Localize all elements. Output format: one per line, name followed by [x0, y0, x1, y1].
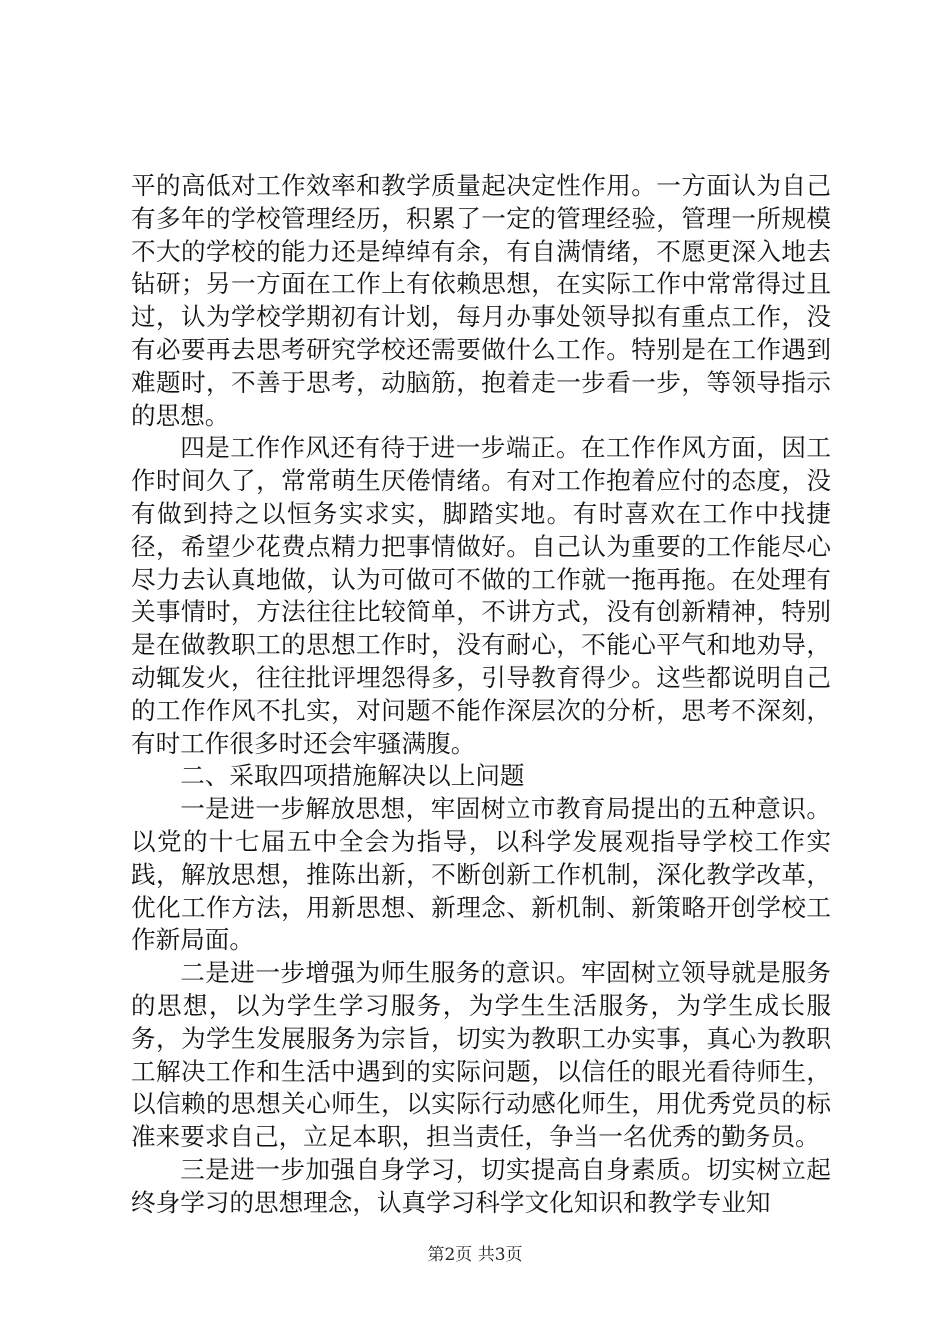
paragraph-3: 一是进一步解放思想，牢固树立市教育局提出的五种意识。以党的十七届五中全会为指导，以科学发展观指导学校工作实践，解放思想，推陈出新，不断创新工作机制，深化教学改革，优化工作方法，用新思想、新理念、新机制、新策略开创学校工作新局面。: [131, 794, 831, 955]
page-footer: 第2页 共3页: [427, 1245, 523, 1265]
section-heading: 二、采取四项措施解决以上问题: [180, 761, 525, 791]
document-body: [131, 170, 831, 1220]
paragraph-5: 三是进一步加强自身学习，切实提高自身素质。切实树立起终身学习的思想理念，认真学习科学文化知识和教学专业知: [131, 1154, 831, 1217]
paragraph-1: 平的高低对工作效率和教学质量起决定性作用。一方面认为自己有多年的学校管理经历，积累了一定的管理经验，管理一所规模不大的学校的能力还是绰绰有余，有自满情绪，不愿更深入地去钻研；另一方面在工作上有依赖思想，在实际工作中常常得过且过，认为学校学期初有计划，每月办事处领导拟有重点工作，没有必要再去思考研究学校还需要做什么工作。特别是在工作遇到难题时，不善于思考，动脑筋，抱着走一步看一步，等领导指示的思想。: [131, 171, 831, 430]
paragraph-2: 四是工作作风还有待于进一步端正。在工作作风方面，因工作时间久了，常常萌生厌倦情绪。有对工作抱着应付的态度，没有做到持之以恒务实求实，脚踏实地。有时喜欢在工作中找捷径，希望少花费点精力把事情做好。自己认为重要的工作能尽心尽力去认真地做，认为可做可不做的工作就一拖再拖。在处理有关事情时，方法往往比较简单，不讲方式，没有创新精神，特别是在做教职工的思想工作时，没有耐心，不能心平气和地劝导，动辄发火，往往批评埋怨得多，引导教育得少。这些都说明自己的工作作风不扎实，对问题不能作深层次的分析，思考不深刻，有时工作很多时还会牢骚满腹。: [131, 433, 831, 758]
paragraph-4: 二是进一步增强为师生服务的意识。牢固树立领导就是服务的思想，以为学生学习服务，为学生生活服务，为学生成长服务，为学生发展服务为宗旨，切实为教职工办实事，真心为教职工解决工作和生活中遇到的实际问题，以信任的眼光看待师生，以信赖的思想关心师生，以实际行动感化师生，用优秀党员的标准来要求自己，立足本职，担当责任，争当一名优秀的勤务员。: [131, 958, 831, 1152]
